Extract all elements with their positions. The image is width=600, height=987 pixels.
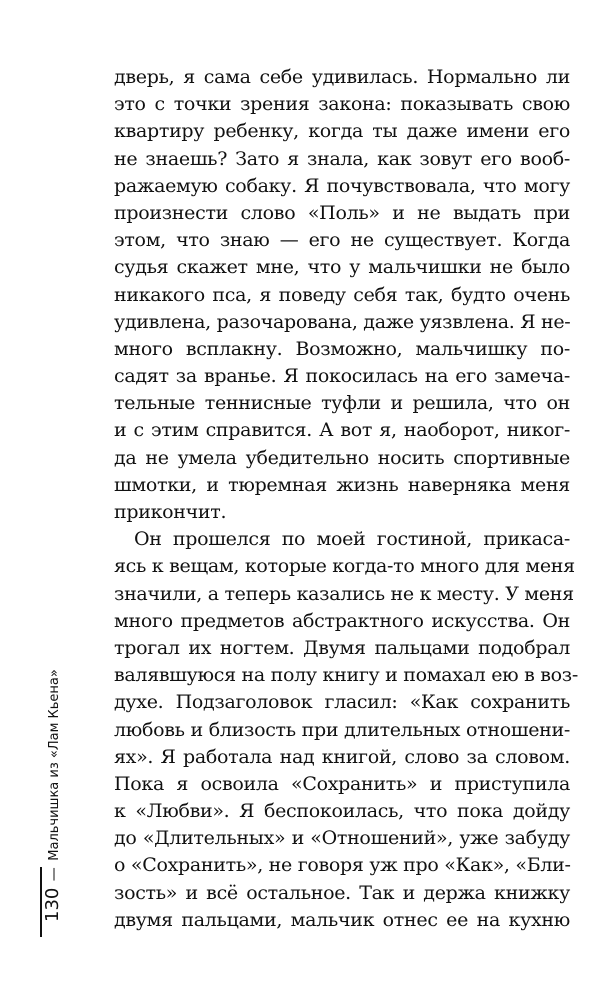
- text-line: духе. Подзаголовок гласил: «Как сохранить: [114, 691, 570, 714]
- text-line: да не умела убедительно носить спортивные: [114, 446, 570, 469]
- text-line: ях». Я работала над книгой, слово за словом.: [114, 745, 570, 768]
- text-line: о «Сохранить», не говоря уж про «Как», «Бли-: [114, 854, 571, 877]
- text-line: ражаемую собаку. Я почувствовала, что могу: [114, 174, 570, 197]
- text-line: прикончит.: [114, 501, 227, 523]
- text-line: дверь, я сама себе удивилась. Нормально ли: [114, 66, 570, 88]
- text-line: ясь к вещам, которые когда-то много для меня: [114, 555, 575, 578]
- text-line: шмотки, и тюремная жизнь наверняка меня: [114, 473, 570, 496]
- text-line: удивлена, разочарована, даже уязвлена. Я не-: [114, 310, 571, 333]
- text-line: тельные теннисные туфли и решила, что он: [114, 392, 570, 415]
- text-line: к «Любви». Я беспокоилась, что пока дойду: [114, 800, 570, 823]
- text-line: садят за вранье. Я покосилась на его замеча-: [114, 365, 570, 388]
- text-line: никакого пса, я поведу себя так, будто очень: [114, 283, 570, 306]
- text-line: это с точки зрения закона: показывать свою: [114, 93, 570, 116]
- text-line: много всплакну. Возможно, мальчишку по-: [114, 337, 570, 360]
- text-line: зость» и всё остальное. Так и держа книжку: [114, 881, 570, 904]
- text-line: много предметов абстрактного искусства. Он: [114, 609, 570, 632]
- text-line: и с этим справится. А вот я, наоборот, никог-: [114, 419, 570, 442]
- running-footer: [40, 658, 66, 932]
- book-title: Мальчишка из «Лам Кьена»: [47, 669, 62, 861]
- text-line: Пока я освоила «Сохранить» и приступила: [114, 772, 570, 795]
- text-line: этом, что знаю — его не существует. Когда: [114, 229, 570, 252]
- text-line: двумя пальцами, мальчик отнес ее на кухню: [114, 908, 570, 931]
- text-line: трогал их ногтем. Двумя пальцами подобрал: [114, 636, 570, 659]
- text-line: значили, а теперь казались не к месту. У меня: [114, 582, 574, 605]
- text-line: не знаешь? Зато я знала, как зовут его вооб-: [114, 147, 570, 170]
- text-line: Он прошелся по моей гостиной, прикаса-: [134, 528, 570, 551]
- text-line: валявшуюся на полу книгу и помахал ею в воз-: [114, 664, 578, 687]
- footer-separator: —: [46, 867, 62, 882]
- text-line: квартиру ребенку, когда ты даже имени его: [114, 120, 570, 143]
- page-number: 130: [42, 887, 63, 922]
- text-line: произнести слово «Поль» и не выдать при: [114, 201, 570, 224]
- text-line: судья скажет мне, что у мальчишки не было: [114, 256, 570, 279]
- body-text: [114, 64, 578, 934]
- text-line: любовь и близость при длительных отношени-: [114, 718, 570, 741]
- text-line: до «Длительных» и «Отношений», уже забуду: [114, 827, 570, 850]
